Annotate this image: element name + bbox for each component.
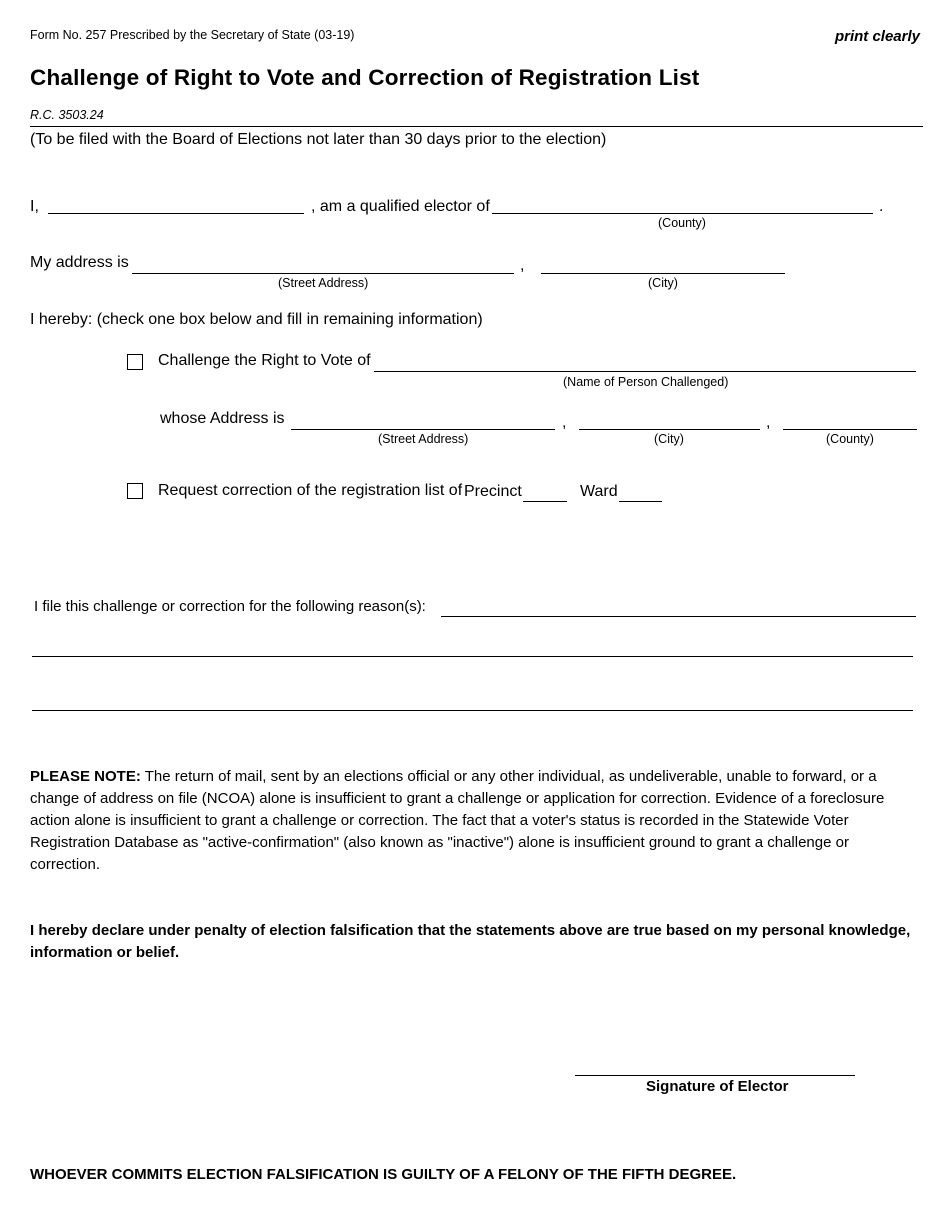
name-challenged-caption: (Name of Person Challenged) [563, 375, 729, 389]
reasons-label: I file this challenge or correction for the following reason(s): [34, 598, 426, 615]
reasons-field-line-3[interactable] [32, 710, 913, 711]
challenge-county-caption: (County) [826, 432, 874, 446]
signature-field[interactable] [575, 1075, 855, 1076]
signature-caption: Signature of Elector [646, 1078, 789, 1095]
address-comma: , [520, 257, 525, 274]
print-clearly-note: print clearly [834, 28, 920, 45]
please-note-lead: PLEASE NOTE: [30, 768, 141, 785]
form-number: Form No. 257 Prescribed by the Secretary of State (03-19) [30, 28, 355, 42]
street-caption: (Street Address) [278, 276, 369, 290]
city-caption: (City) [648, 276, 678, 290]
elector-city-field[interactable] [541, 273, 785, 274]
correction-label: Request correction of the registration list of [158, 482, 463, 499]
challenge-street-caption: (Street Address) [378, 432, 469, 446]
declaration-statement: I hereby declare under penalty of election falsification that the statements above are true based on my personal knowledge, information or belief. [30, 922, 911, 961]
challenged-city-field[interactable] [579, 429, 760, 430]
page-title: Challenge of Right to Vote and Correction of Registration List [30, 65, 700, 90]
please-note-paragraph [30, 766, 923, 876]
elector-period: . [879, 198, 884, 215]
header-divider [30, 126, 923, 127]
challenge-comma-2: , [766, 414, 771, 431]
elector-prefix: I, [30, 198, 39, 215]
elector-street-field[interactable] [132, 273, 514, 274]
address-label: My address is [30, 254, 129, 271]
felony-warning: WHOEVER COMMITS ELECTION FALSIFICATION IS GUILTY OF A FELONY OF THE FIFTH DEGREE. [30, 1166, 737, 1183]
precinct-field[interactable] [523, 501, 567, 502]
ward-label: Ward [580, 483, 618, 500]
challenge-city-caption: (City) [654, 432, 684, 446]
whose-address-label: whose Address is [160, 410, 285, 427]
challenge-checkbox[interactable] [127, 354, 143, 370]
challenge-label: Challenge the Right to Vote of [158, 352, 371, 369]
county-caption: (County) [658, 216, 706, 230]
correction-checkbox[interactable] [127, 483, 143, 499]
statute-reference: R.C. 3503.24 [30, 108, 104, 122]
ward-field[interactable] [619, 501, 662, 502]
challenge-comma-1: , [562, 414, 567, 431]
reasons-field-line-1[interactable] [441, 616, 916, 617]
qualified-elector-text: , am a qualified elector of [311, 198, 490, 215]
precinct-label: Precinct [464, 483, 522, 500]
elector-name-field[interactable] [48, 213, 304, 214]
filing-note: (To be filed with the Board of Elections not later than 30 days prior to the election) [30, 131, 607, 148]
challenged-person-name-field[interactable] [374, 371, 916, 372]
elector-county-field[interactable] [492, 213, 873, 214]
instructions: I hereby: (check one box below and fill in remaining information) [30, 311, 483, 328]
challenged-county-field[interactable] [783, 429, 917, 430]
reasons-field-line-2[interactable] [32, 656, 913, 657]
please-note-body: The return of mail, sent by an elections official or any other individual, as undeliverable, unable to forward, or a change of address on file (NCOA) alone is insufficient to grant a challenge or application for correction. Evidence of a foreclosure action alone is insufficient to grant a challenge or correction. The fact that a voter's status is recorded in the Statewide Voter Registration Database as "active-confirmation" (also known as "inactive") alone is insufficient ground to grant a challenge or correction. [30, 768, 885, 873]
challenged-street-field[interactable] [291, 429, 555, 430]
